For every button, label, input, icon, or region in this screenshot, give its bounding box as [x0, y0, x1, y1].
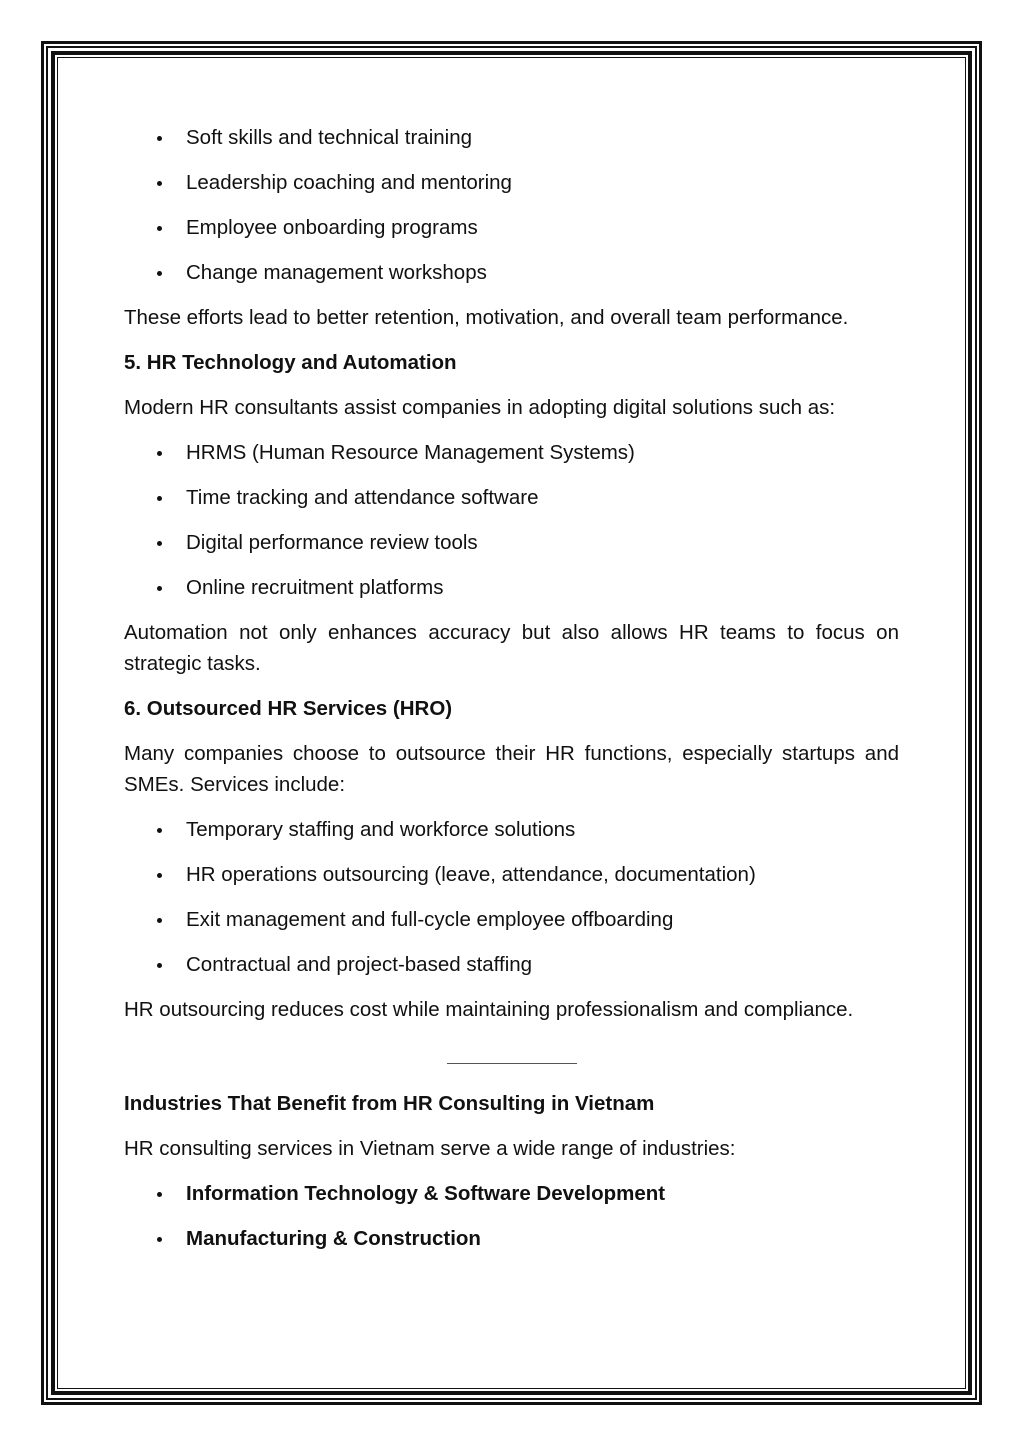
list-item: HR operations outsourcing (leave, attendance, documentation)	[186, 859, 899, 890]
paragraph: Automation not only enhances accuracy but also allows HR teams to focus on strategic tasks.	[124, 621, 899, 675]
paragraph: HR outsourcing reduces cost while maintaining professionalism and compliance.	[124, 998, 854, 1021]
outsourcing-list	[124, 814, 899, 980]
list-item: Manufacturing & Construction	[186, 1223, 899, 1254]
paragraph: HR consulting services in Vietnam serve a wide range of industries:	[124, 1137, 736, 1160]
list-item: Change management workshops	[186, 257, 899, 288]
list-item: Employee onboarding programs	[186, 212, 899, 243]
list-item: Soft skills and technical training	[186, 122, 899, 153]
paragraph: Many companies choose to outsource their HR functions, especially startups and SMEs. Services include:	[124, 742, 899, 796]
list-item: Online recruitment platforms	[186, 572, 899, 603]
list-item: HRMS (Human Resource Management Systems)	[186, 437, 899, 468]
list-item: Contractual and project-based staffing	[186, 949, 899, 980]
paragraph: These efforts lead to better retention, motivation, and overall team performance.	[124, 306, 849, 329]
technology-list	[124, 437, 899, 603]
section-heading: Industries That Benefit from HR Consulting in Vietnam	[124, 1092, 655, 1115]
list-item: Information Technology & Software Development	[186, 1178, 899, 1209]
list-item: Digital performance review tools	[186, 527, 899, 558]
section-heading: 5. HR Technology and Automation	[124, 351, 457, 374]
list-item: Temporary staffing and workforce solutions	[186, 814, 899, 845]
training-list	[124, 122, 899, 288]
list-item: Leadership coaching and mentoring	[186, 167, 899, 198]
industries-list	[124, 1178, 899, 1254]
section-heading: 6. Outsourced HR Services (HRO)	[124, 697, 453, 720]
list-item: Time tracking and attendance software	[186, 482, 899, 513]
document-body	[124, 122, 899, 1268]
paragraph: Modern HR consultants assist companies in adopting digital solutions such as:	[124, 396, 836, 419]
horizontal-rule	[447, 1063, 577, 1064]
list-item: Exit management and full-cycle employee offboarding	[186, 904, 899, 935]
